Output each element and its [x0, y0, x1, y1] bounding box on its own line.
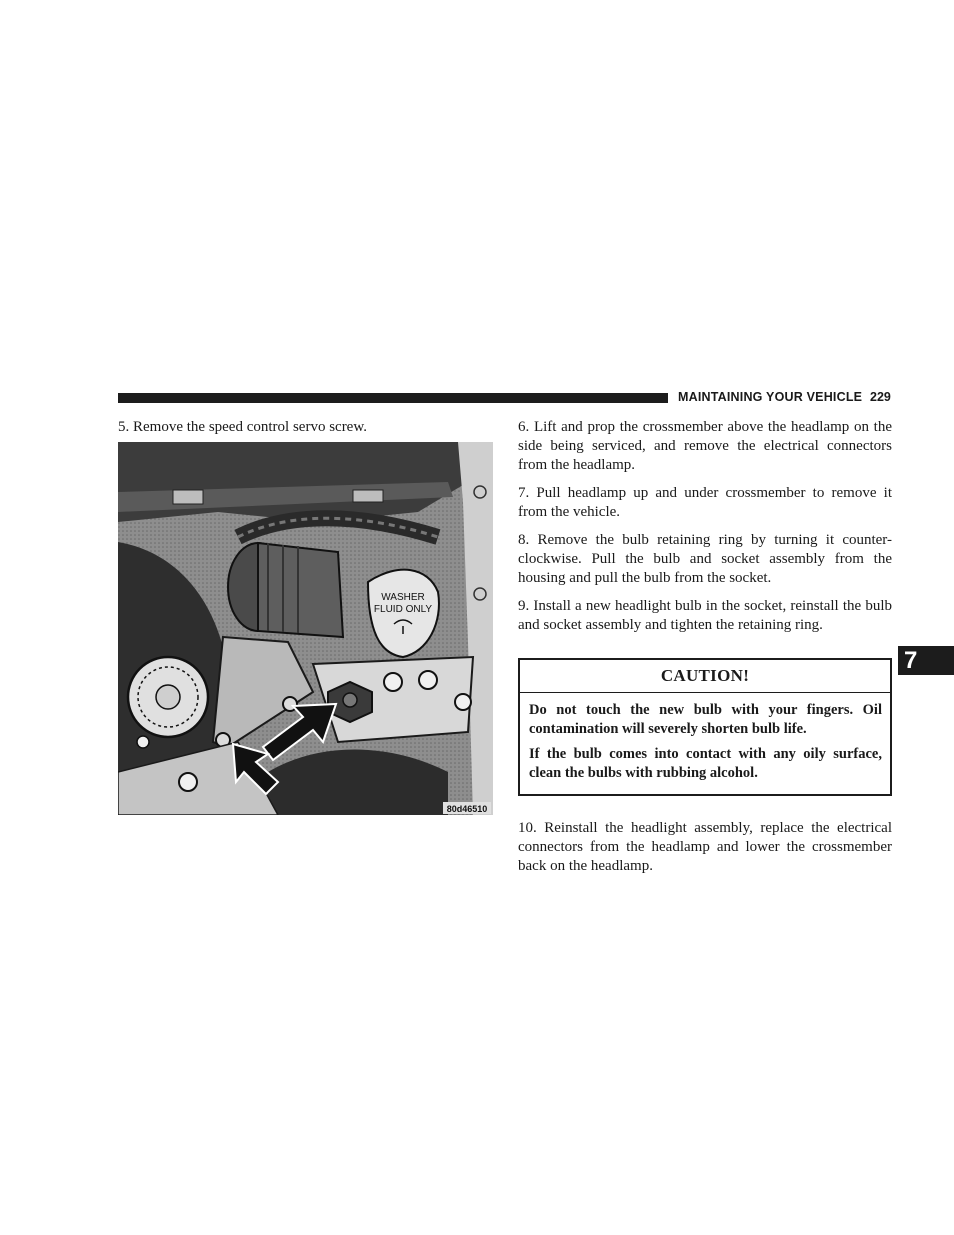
step-8-text: 8. Remove the bulb retaining ring by turning it counter-clockwise. Pull the bulb and socket assembly from the housing and pull the bulb from the socket. — [518, 532, 892, 586]
step-9-text: 9. Install a new headlight bulb in the socket, reinstall the bulb and socket assembly and tighten the retaining ring. — [518, 598, 892, 633]
reservoir-label-line2: FLUID ONLY — [373, 604, 433, 615]
section-title: MAINTAINING YOUR VEHICLE — [678, 390, 863, 404]
header-rule — [118, 393, 668, 403]
caution-title: CAUTION! — [520, 660, 890, 693]
page-number: 229 — [870, 390, 891, 404]
figure-code: 80d46510 — [446, 804, 488, 814]
step-6-text: 6. Lift and prop the crossmember above the headlamp on the side being serviced, and remove the electrical connectors from the headlamp. — [518, 419, 892, 473]
chapter-tab: 7 — [898, 646, 954, 675]
right-column — [518, 418, 892, 885]
step-7-text: 7. Pull headlamp up and under crossmember to remove it from the vehicle. — [518, 485, 892, 520]
caution-body — [520, 693, 890, 794]
step-10-text: 10. Reinstall the headlight assembly, replace the electrical connectors from the headlamp and lower the crossmember back on the headlamp. — [518, 820, 892, 874]
caution-paragraph-2: If the bulb comes into contact with any oily surface, clean the bulbs with rubbing alcohol. — [529, 746, 882, 781]
caution-paragraph-1: Do not touch the new bulb with your fingers. Oil contamination will severely shorten bulb life. — [529, 702, 882, 737]
engine-bay-drawing — [118, 442, 493, 815]
reservoir-label-line1: WASHER — [381, 592, 425, 603]
step-5-text: 5. Remove the speed control servo screw. — [118, 419, 367, 435]
caution-box — [518, 658, 892, 796]
engine-bay-illustration — [118, 442, 493, 815]
